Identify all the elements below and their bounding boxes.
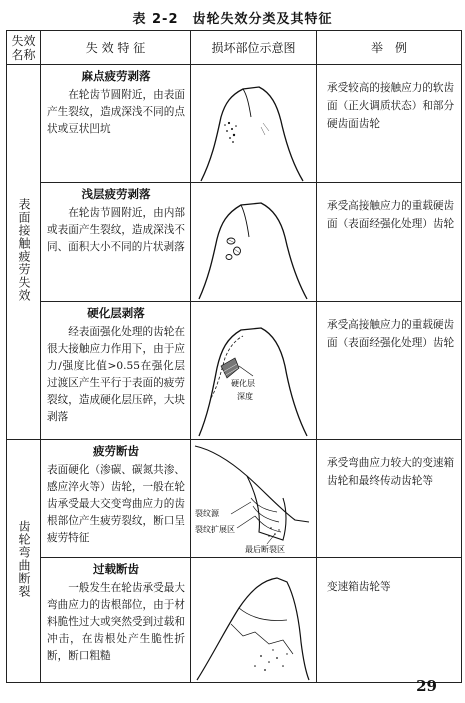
table-row — [7, 65, 462, 183]
table-row — [7, 183, 462, 302]
feature-cell — [41, 65, 191, 183]
header-example: 举 例 — [317, 31, 462, 65]
example-cell: 承受高接触应力的重载硬齿面（表面经强化处理）齿轮 — [317, 183, 462, 302]
feature-cell — [41, 302, 191, 440]
feature-desc: 在轮齿节圆附近，由内部或表面产生裂纹，造成深浅不同、面积大小不同的片状剥落 — [47, 207, 185, 253]
feature-cell — [41, 440, 191, 558]
feature-title: 浅层疲劳剥落 — [81, 187, 151, 201]
diagram-cell — [191, 440, 317, 558]
category-label: 齿轮弯曲断裂 — [17, 519, 31, 598]
diagram-label: 裂纹扩展区 — [195, 525, 235, 534]
diagram-cell — [191, 302, 317, 440]
diagram-cell — [191, 65, 317, 183]
diagram-cell — [191, 558, 317, 683]
header-diagram: 损坏部位示意图 — [191, 31, 317, 65]
category-bending-fracture — [7, 440, 41, 683]
feature-desc: 在轮齿节圆附近，由表面产生裂纹，造成深浅不同的点状或豆状凹坑 — [47, 89, 185, 135]
example-cell: 承受弯曲应力较大的变速箱齿轮和最终传动齿轮等 — [317, 440, 462, 558]
category-label: 表面接触疲劳失效 — [17, 197, 31, 302]
diagram-label: 最后断裂区 — [245, 545, 285, 554]
example-cell: 变速箱齿轮等 — [317, 558, 462, 683]
category-surface-fatigue — [7, 65, 41, 440]
feature-desc: 表面硬化（渗碳、碳氮共渗、感应淬火等）齿轮，一般在轮齿承受最大交变弯曲应力的齿根部位产生疲劳裂纹，断口呈疲劳特征 — [47, 464, 185, 544]
feature-cell — [41, 183, 191, 302]
header-category: 失效名称 — [7, 31, 41, 65]
table-row — [7, 558, 462, 683]
table-row — [7, 440, 462, 558]
diagram-cell — [191, 183, 317, 302]
case-crushing-diagram — [191, 302, 317, 439]
feature-cell — [41, 558, 191, 683]
overload-fracture-diagram — [191, 558, 317, 682]
feature-title: 硬化层剥落 — [87, 306, 145, 320]
diagram-label: 硬化层 — [231, 379, 255, 388]
feature-title: 麻点疲劳剥落 — [81, 69, 151, 83]
example-cell: 承受较高的接触应力的软齿面（正火调质状态）和部分硬齿面齿轮 — [317, 65, 462, 183]
feature-desc: 一般发生在轮齿承受最大弯曲应力的齿根部位，由于材料脆性过大或突然受到过载和冲击，在齿根处产生脆性折断，断口粗糙 — [47, 582, 185, 662]
header-features: 失 效 特 征 — [41, 31, 191, 65]
spalling-tooth-diagram — [191, 183, 317, 301]
feature-desc: 经表面强化处理的齿轮在很大接触应力作用下，由于应力/强度比值>0.55在强化层过渡区产生平行于表面的疲劳裂纹，造成硬化层压碎，大块剥落 — [47, 326, 185, 423]
table-header-row — [7, 31, 462, 65]
feature-title: 过载断齿 — [93, 562, 139, 576]
pitting-tooth-diagram — [191, 65, 317, 182]
failure-table — [6, 30, 462, 683]
table-title: 表 2-2 齿轮失效分类及其特征 — [132, 12, 333, 27]
diagram-label: 裂纹源 — [195, 509, 219, 518]
feature-title: 疲劳断齿 — [93, 444, 139, 458]
table-row — [7, 302, 462, 440]
page-number: 29 — [416, 677, 437, 695]
fatigue-fracture-diagram — [191, 440, 317, 557]
example-cell: 承受高接触应力的重载硬齿面（表面经强化处理）齿轮 — [317, 302, 462, 440]
diagram-label: 深度 — [237, 392, 253, 401]
